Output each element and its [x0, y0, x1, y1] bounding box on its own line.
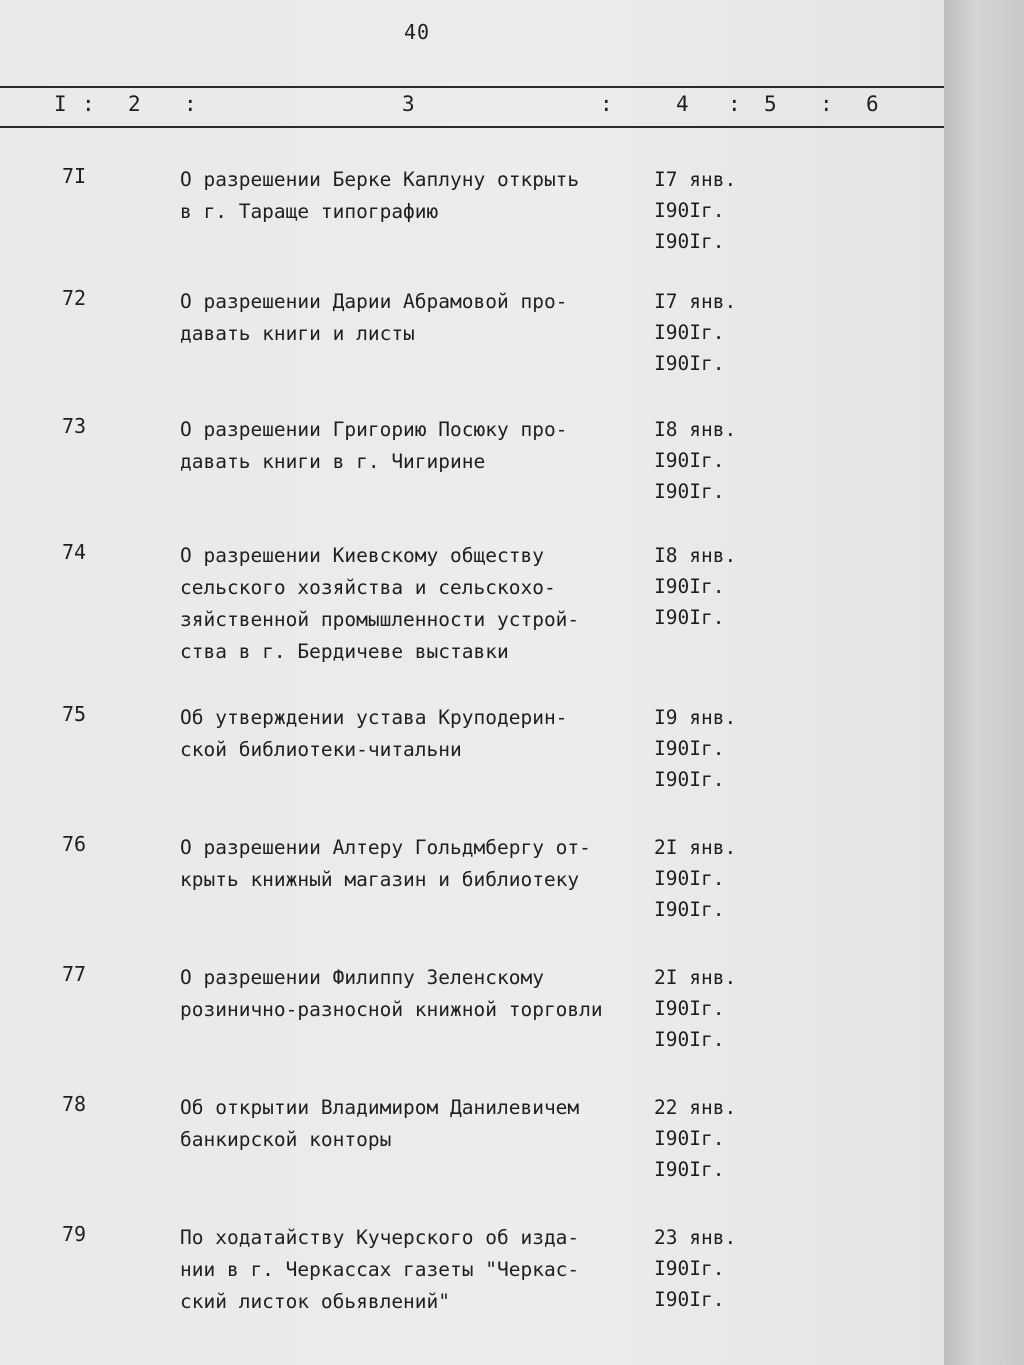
entry-title [180, 702, 660, 766]
entry-title-line: Об утверждении устава Круподерин- [180, 706, 568, 729]
entry-title [180, 286, 660, 350]
page-number: 40 [404, 20, 431, 44]
entry-dates [654, 414, 774, 507]
entry-title [180, 962, 660, 1026]
column-separator: : [820, 92, 833, 116]
entry-dates [654, 702, 774, 795]
column-header-3: 3 [402, 92, 415, 116]
entry-title-line: О разрешении Григорию Посюку про- [180, 418, 568, 441]
entry-date: I7 янв. [654, 290, 737, 313]
entry-year-end: I90Iг. [654, 352, 725, 375]
entry-year-start: I90Iг. [654, 1257, 725, 1280]
entry-year-start: I90Iг. [654, 737, 725, 760]
entry-year-start: I90Iг. [654, 449, 725, 472]
column-separator: : [728, 92, 741, 116]
entry-title-line: О разрешении Филиппу Зеленскому [180, 966, 544, 989]
entry-year-start: I90Iг. [654, 321, 725, 344]
column-header-2: 2 [128, 92, 141, 116]
entry-number: 76 [62, 832, 87, 856]
entry-title-line: О разрешении Дарии Абрамовой про- [180, 290, 568, 313]
entry-number: 75 [62, 702, 87, 726]
entry-dates [654, 832, 774, 925]
entry-title-line: давать книги и листы [180, 322, 415, 345]
entry-title-line: О разрешении Алтеру Гольдмбергу от- [180, 836, 591, 859]
entry-title [180, 1222, 660, 1318]
entry-title-line: ства в г. Бердичеве выставки [180, 640, 509, 663]
entry-date: I7 янв. [654, 168, 737, 191]
entry-title [180, 414, 660, 478]
entry-dates [654, 164, 774, 257]
entry-number: 73 [62, 414, 87, 438]
entry-year-end: I90Iг. [654, 230, 725, 253]
entry-year-end: I90Iг. [654, 898, 725, 921]
entry-number: 72 [62, 286, 87, 310]
entry-year-end: I90Iг. [654, 1158, 725, 1181]
entry-year-end: I90Iг. [654, 1028, 725, 1051]
entry-title-line: Об открытии Владимиром Данилевичем [180, 1096, 580, 1119]
entry-title-line: розинично-разносной книжной торговли [180, 998, 603, 1021]
entry-date: I9 янв. [654, 706, 737, 729]
column-separator: : [184, 92, 197, 116]
entry-title-line: По ходатайству Кучерского об изда- [180, 1226, 580, 1249]
entry-year-start: I90Iг. [654, 867, 725, 890]
entry-title-line: ской библиотеки-читальни [180, 738, 462, 761]
entry-year-start: I90Iг. [654, 199, 725, 222]
entry-title [180, 540, 660, 668]
entry-date: 22 янв. [654, 1096, 737, 1119]
entry-date: I8 янв. [654, 418, 737, 441]
entry-year-end: I90Iг. [654, 606, 725, 629]
header-rule-bottom [0, 126, 944, 128]
entry-date: 2I янв. [654, 836, 737, 859]
entry-title-line: О разрешении Киевскому обществу [180, 544, 544, 567]
column-header-6: 6 [866, 92, 879, 116]
entry-title-line: давать книги в г. Чигирине [180, 450, 486, 473]
entry-number: 78 [62, 1092, 87, 1116]
entry-title-line: О разрешении Берке Каплуну открыть [180, 168, 580, 191]
entry-year-end: I90Iг. [654, 768, 725, 791]
entry-date: 2I янв. [654, 966, 737, 989]
entry-title [180, 164, 660, 228]
entry-year-start: I90Iг. [654, 1127, 725, 1150]
header-rule-top [0, 86, 944, 88]
entry-dates [654, 540, 774, 633]
entry-dates [654, 286, 774, 379]
column-header-4: 4 [676, 92, 689, 116]
entry-title-line: крыть книжный магазин и библиотеку [180, 868, 580, 891]
next-page-edge [944, 0, 1024, 1365]
entry-number: 74 [62, 540, 87, 564]
entry-title-line: зяйственной промышленности устрой- [180, 608, 580, 631]
column-separator: : [600, 92, 613, 116]
entry-date: 23 янв. [654, 1226, 737, 1249]
entry-title-line: сельского хозяйства и сельскохо- [180, 576, 556, 599]
entry-dates [654, 1092, 774, 1185]
entry-year-start: I90Iг. [654, 575, 725, 598]
entry-number: 7I [62, 164, 87, 188]
entry-dates [654, 1222, 774, 1315]
entry-title-line: нии в г. Черкассах газеты "Черкас- [180, 1258, 580, 1281]
entry-year-end: I90Iг. [654, 480, 725, 503]
entry-year-start: I90Iг. [654, 997, 725, 1020]
entry-year-end: I90Iг. [654, 1288, 725, 1311]
column-separator: : [82, 92, 95, 116]
entry-title-line: ский листок обьявлений" [180, 1290, 451, 1313]
column-header-1: I [54, 92, 67, 116]
entry-dates [654, 962, 774, 1055]
column-header-5: 5 [764, 92, 777, 116]
entry-title [180, 832, 660, 896]
entry-title [180, 1092, 660, 1156]
entry-date: I8 янв. [654, 544, 737, 567]
entry-number: 77 [62, 962, 87, 986]
entry-title-line: в г. Тараще типографию [180, 200, 439, 223]
entry-title-line: банкирской конторы [180, 1128, 392, 1151]
entry-number: 79 [62, 1222, 87, 1246]
